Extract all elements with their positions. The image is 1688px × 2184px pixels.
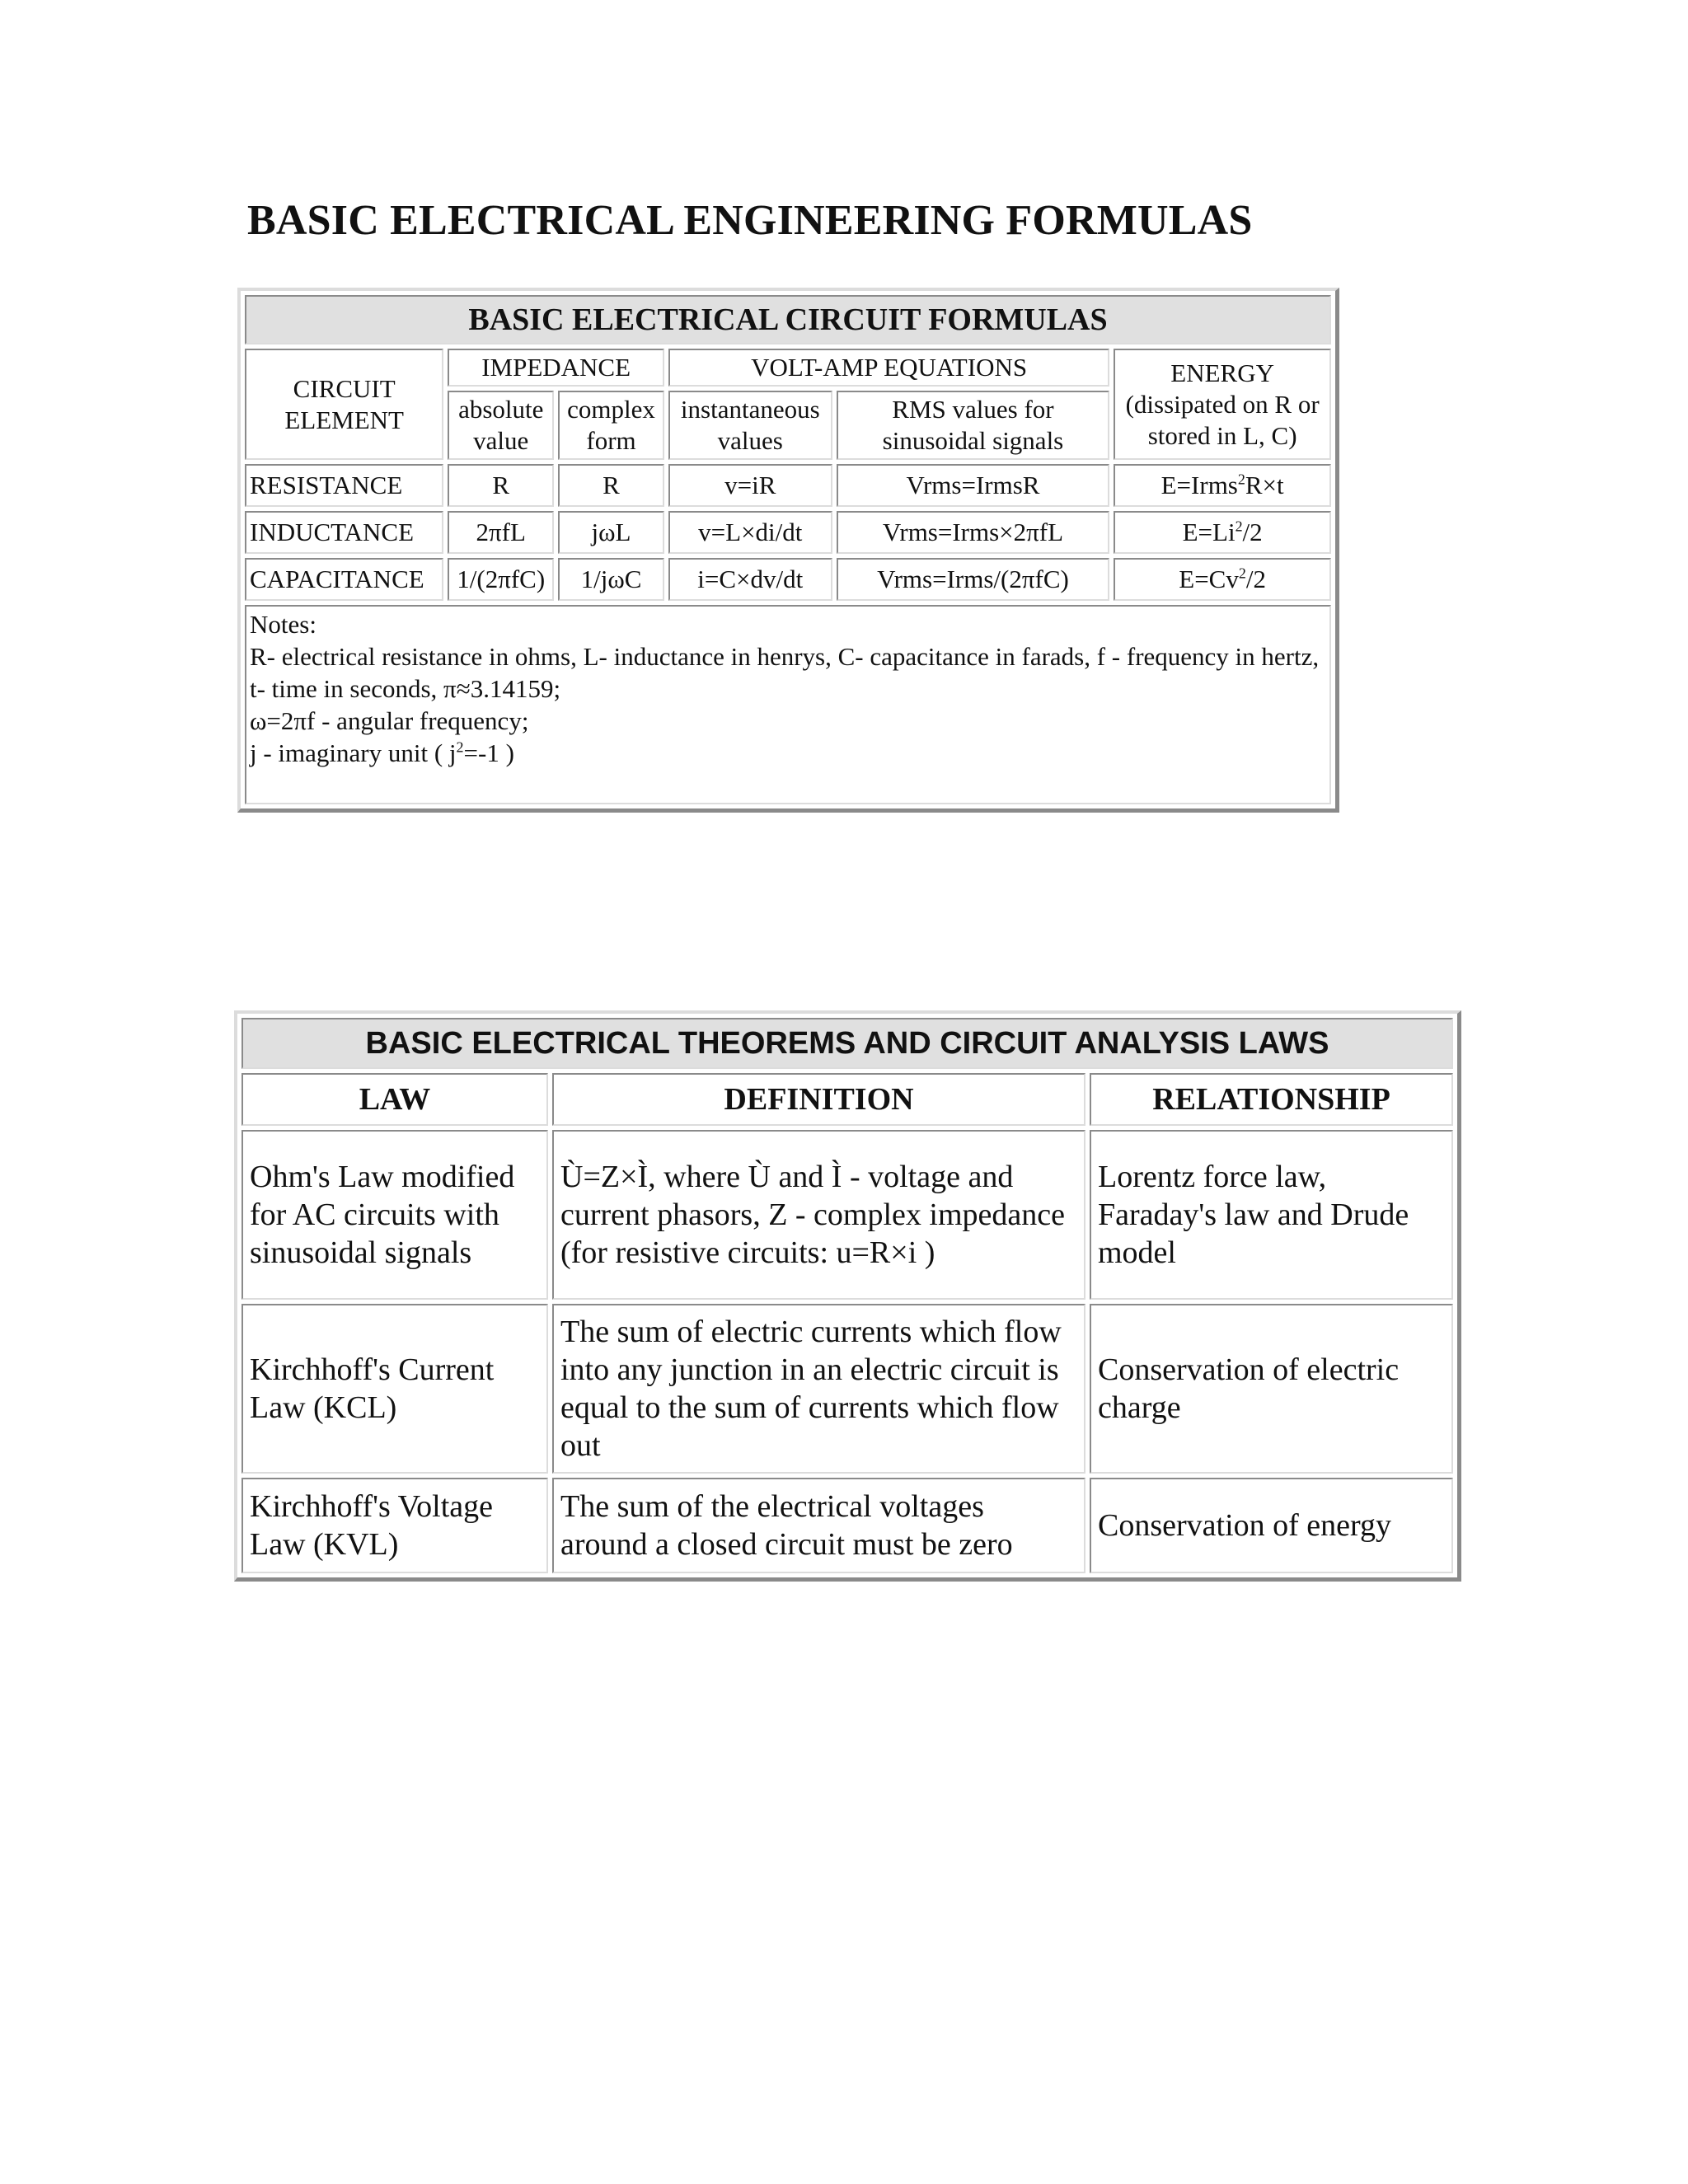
element-cell: RESISTANCE: [245, 464, 443, 507]
notes-line: [250, 737, 1326, 769]
law-cell: Ohm's Law modified for AC circuits with sinusoidal signals: [241, 1130, 548, 1300]
law-cell: Kirchhoff's Current Law (KCL): [241, 1304, 548, 1474]
absolute-cell: R: [448, 464, 554, 507]
energy-text: E=Cv: [1179, 565, 1239, 593]
laws-table-title: BASIC ELECTRICAL THEOREMS AND CIRCUIT ANALYSIS LAWS: [241, 1018, 1453, 1069]
relationship-cell: Conservation of energy: [1090, 1478, 1453, 1573]
energy-exponent: 2: [1238, 565, 1246, 582]
table-row: [245, 558, 1331, 601]
table-row: [241, 1478, 1453, 1573]
table-row: [241, 1130, 1453, 1300]
energy-text: E=Li: [1182, 518, 1236, 546]
energy-text-end: R×t: [1245, 471, 1284, 499]
relationship-cell: Lorentz force law, Faraday's law and Drude model: [1090, 1130, 1453, 1300]
energy-cell: [1114, 464, 1331, 507]
complex-cell: jωL: [558, 511, 664, 554]
energy-text-end: /2: [1245, 565, 1266, 593]
header-relationship: RELATIONSHIP: [1090, 1073, 1453, 1126]
rms-cell: Vrms=Irms×2πfL: [837, 511, 1110, 554]
header-rms: RMS values for sinusoidal signals: [837, 391, 1110, 460]
law-cell: Kirchhoff's Voltage Law (KVL): [241, 1478, 548, 1573]
energy-text-end: /2: [1242, 518, 1263, 546]
table-row: [245, 464, 1331, 507]
element-cell: CAPACITANCE: [245, 558, 443, 601]
complex-cell: 1/jωC: [558, 558, 664, 601]
table-row: [245, 511, 1331, 554]
notes-line: R- electrical resistance in ohms, L- inductance in henrys, C- capacitance in farads, f - frequency in hertz, t- time in seconds, π≈3.14159;: [250, 642, 1320, 703]
energy-cell: [1114, 511, 1331, 554]
header-instantaneous: instantaneous values: [668, 391, 832, 460]
instantaneous-cell: v=iR: [668, 464, 832, 507]
instantaneous-cell: v=L×di/dt: [668, 511, 832, 554]
energy-cell: [1114, 558, 1331, 601]
header-energy: ENERGY (dissipated on R or stored in L, C): [1114, 349, 1331, 460]
header-circuit-element: CIRCUIT ELEMENT: [245, 349, 443, 460]
header-impedance: IMPEDANCE: [448, 349, 664, 387]
notes-exponent: 2: [456, 738, 464, 756]
circuit-formulas-table: [237, 288, 1339, 813]
notes-label: Notes:: [250, 610, 316, 639]
absolute-cell: 2πfL: [448, 511, 554, 554]
header-law: LAW: [241, 1073, 548, 1126]
definition-cell: [552, 1130, 1085, 1300]
energy-exponent: 2: [1235, 518, 1243, 535]
notes-text-end: =-1 ): [463, 738, 514, 767]
header-volt-amp: VOLT-AMP EQUATIONS: [668, 349, 1109, 387]
circuit-table-title: BASIC ELECTRICAL CIRCUIT FORMULAS: [245, 295, 1331, 344]
notes-line: ω=2πf - angular frequency;: [250, 706, 529, 735]
notes-text: j - imaginary unit ( j: [250, 738, 457, 767]
rms-cell: Vrms=Irms/(2πfC): [837, 558, 1110, 601]
circuit-laws-table: [234, 1010, 1461, 1582]
definition-note: (for resistive circuits: u=R×i ): [560, 1235, 935, 1270]
header-definition: DEFINITION: [552, 1073, 1085, 1126]
definition-cell: The sum of the electrical voltages around a closed circuit must be zero: [552, 1478, 1085, 1573]
energy-text: E=Irms: [1160, 471, 1238, 499]
notes-cell: [245, 605, 1331, 804]
instantaneous-cell: i=C×dv/dt: [668, 558, 832, 601]
relationship-cell: Conservation of electric charge: [1090, 1304, 1453, 1474]
page-title: BASIC ELECTRICAL ENGINEERING FORMULAS: [247, 197, 1253, 244]
absolute-cell: 1/(2πfC): [448, 558, 554, 601]
complex-cell: R: [558, 464, 664, 507]
rms-cell: Vrms=IrmsR: [837, 464, 1110, 507]
header-absolute-value: absolute value: [448, 391, 554, 460]
energy-exponent: 2: [1237, 471, 1245, 488]
element-cell: INDUCTANCE: [245, 511, 443, 554]
header-complex-form: complex form: [558, 391, 664, 460]
table-row: [241, 1304, 1453, 1474]
definition-text: Ù=Z×Ì, where Ù and Ì - voltage and current phasors, Z - complex impedance: [560, 1160, 1065, 1232]
definition-cell: The sum of electric currents which flow into any junction in an electric circuit is equal to the sum of currents which flow out: [552, 1304, 1085, 1474]
